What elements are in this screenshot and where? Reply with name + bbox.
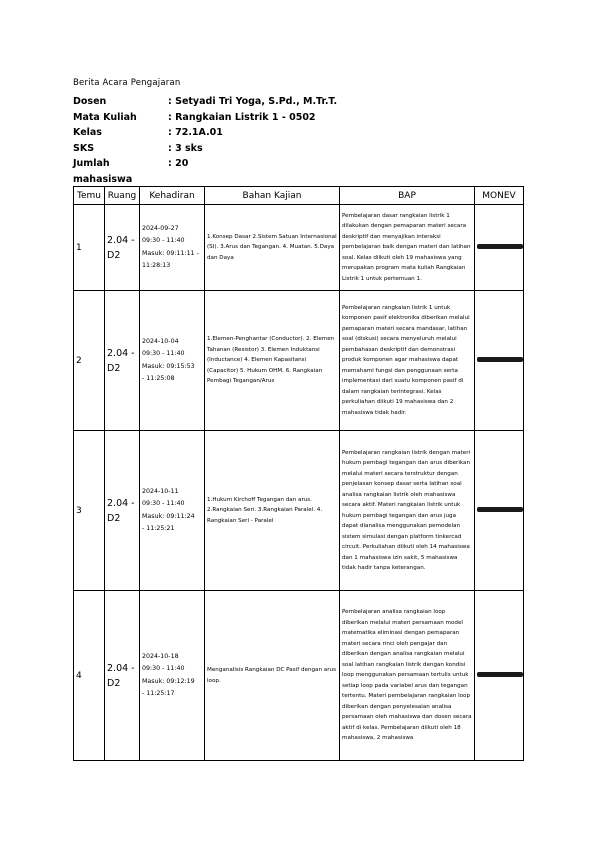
table-row xyxy=(74,591,524,761)
kehadiran-keluar: - 11:25:17 xyxy=(142,690,175,697)
cell-pertemuan: 4 xyxy=(74,591,105,761)
monev-signature xyxy=(477,507,523,512)
kehadiran-time: 09:30 - 11:40 xyxy=(142,665,185,672)
kehadiran-masuk: Masuk: 09:11:11 - xyxy=(142,249,199,257)
header-bahan-kajian: Bahan Kajian xyxy=(205,187,340,205)
kehadiran-time: 09:30 - 11:40 xyxy=(142,237,185,244)
cell-bap: Pembelajaran dasar rangkaian listrik 1 dilakukan dengan pemaparan materi secara deskriptif dan menyajikan interaksi pembelajaran baik dengan materi dan latihan soal. Kelas diikuti oleh 19 mahasiswa yang merupakan program mata kuliah Rangkaian Listrik 1 untuk pertemuan 1. xyxy=(340,205,475,291)
cell-monev xyxy=(475,591,524,761)
info-label: Dosen xyxy=(73,96,107,107)
cell-bap: Pembelajaran rangkaian listrik 1 untuk komponen pasif elektronika diberikan melalui pemaparan materi secara mandasar, latihan soal (diskusi) secara menyeluruh melalui pembahasan deskriptif dan demonstrasi produk komponen agar mahasiswa dapat memahami fungsi dan penggunaan serta implementasi dari suatu komponen pasif di dalam rangkaian terintegrasi. Kelas perkuliahan diikuti 19 mahasiswa dan 2 mahasiswa tidak hadir. xyxy=(340,291,475,431)
info-row-mata-kuliah xyxy=(73,110,337,126)
cell-kehadiran xyxy=(140,431,205,591)
info-label: SKS xyxy=(73,142,95,154)
cell-pertemuan: 2 xyxy=(74,291,105,431)
course-info xyxy=(73,94,338,185)
cell-kehadiran xyxy=(140,205,205,291)
kehadiran-time: 09:30 - 11:40 xyxy=(142,500,185,507)
header-bap: BAP xyxy=(340,187,475,205)
kehadiran-keluar: 11:28:13 xyxy=(142,262,171,269)
cell-ruang: 2.04 - D2 xyxy=(105,431,140,591)
kehadiran-date: 2024-10-04 xyxy=(142,337,179,345)
monev-signature xyxy=(477,357,523,362)
info-label: Kelas xyxy=(73,127,102,138)
kehadiran-masuk: Masuk: 09:11:24 xyxy=(142,512,195,520)
header-monev: MONEV xyxy=(475,187,524,205)
cell-ruang: 2.04 - D2 xyxy=(105,591,140,761)
info-row-sks xyxy=(73,141,337,157)
monev-signature xyxy=(477,244,523,249)
header-ruang: Ruang xyxy=(105,187,140,205)
info-value: : 72.1A.01 xyxy=(168,127,223,138)
cell-ruang: 2.04 - D2 xyxy=(105,205,140,291)
cell-bahan-kajian: 1.Elemen-Penghantar (Conductor). 2. Elemen Tahanan (Resistor) 3. Elemen Induktansi (Inductance) 4. Elemen Kapasitansi (Capacitor) 5. Hukum OHM. 6. Rangkaian Pembagi Tegangan/Arus xyxy=(205,291,340,431)
info-row-dosen xyxy=(73,94,337,110)
info-label: Mata Kuliah xyxy=(73,111,137,123)
kehadiran-date: 2024-09-27 xyxy=(142,224,179,232)
info-label: Jumlah mahasiswa xyxy=(73,158,133,185)
cell-kehadiran xyxy=(140,291,205,431)
cell-monev xyxy=(475,291,524,431)
info-row-jumlah-mahasiswa xyxy=(73,156,337,185)
cell-bap: Pembelajaran analisa rangkaian loop diberikan melalui materi persamaan model matematika eliminasi dengan pemaparan materi secara rinci oleh pengajar dan diberikan dengan analisa rangkaian melalui soal latihan rangkaian listrik dengan kondisi loop menggunakan persamaan tertulis untuk setiap loop pada variabel arus dan tegangan tertentu. Materi pembelajaran rangkaian loop diberikan dengan penyelesaian analisa persamaan oleh mahasiswa dan dosen secara aktif di kelas. Pembelajaran diikuti oleh 18 mahasiswa, 2 mahasiswa xyxy=(340,591,475,761)
bap-table xyxy=(73,186,524,761)
table-header-row xyxy=(74,187,524,205)
cell-kehadiran xyxy=(140,591,205,761)
kehadiran-masuk: Masuk: 09:12:19 xyxy=(142,677,195,685)
cell-ruang: 2.04 - D2 xyxy=(105,291,140,431)
table-row xyxy=(74,431,524,591)
cell-bahan-kajian: Menganalisis Rangkaian DC Pasif dengan arus loop. xyxy=(205,591,340,761)
cell-monev xyxy=(475,205,524,291)
cell-monev xyxy=(475,431,524,591)
table-row xyxy=(74,291,524,431)
cell-pertemuan: 1 xyxy=(74,205,105,291)
cell-bahan-kajian: 1.Konsep Dasar 2.Sistem Satuan Internasional (SI). 3.Arus dan Tegangan. 4. Muatan. 5.Daya dan Daya xyxy=(205,205,340,291)
info-row-kelas xyxy=(73,125,337,141)
info-value: : Setyadi Tri Yoga, S.Pd., M.Tr.T. xyxy=(168,96,338,107)
header-kehadiran: Kehadiran xyxy=(140,187,205,205)
cell-bahan-kajian: 1.Hukum Kirchoff Tegangan dan arus. 2.Rangkaian Seri. 3.Rangkaian Paralel. 4. Rangkaian Seri - Paralel xyxy=(205,431,340,591)
monev-signature xyxy=(477,672,523,677)
cell-pertemuan: 3 xyxy=(74,431,105,591)
kehadiran-keluar: - 11:25:21 xyxy=(142,525,175,532)
kehadiran-date: 2024-10-11 xyxy=(142,487,179,495)
kehadiran-masuk: Masuk: 09:15:53 xyxy=(142,362,195,370)
kehadiran-date: 2024-10-18 xyxy=(142,652,179,660)
info-value: : 20 xyxy=(168,158,189,169)
info-value: : 3 sks xyxy=(168,142,203,154)
kehadiran-time: 09:30 - 11:40 xyxy=(142,350,185,357)
kehadiran-keluar: - 11:25:08 xyxy=(142,375,175,382)
info-value: : Rangkaian Listrik 1 - 0502 xyxy=(168,111,316,123)
document-title: Berita Acara Pengajaran xyxy=(73,78,181,88)
cell-bap: Pembelajaran rangkaian listrik dengan materi hukum pembagi tegangan dan arus diberikan melalui materi secara terstruktur dengan penjelasan konsep dasar serta latihan soal analisa rangkaian listrik oleh mahasiswa secara aktif. Materi rangkaian listrik untuk hukum pembagi tegangan dan arus juga dapat dianalisa menggunakan pemodelan sistem simulasi dengan platform tinkercad circuit. Perkuliahan diikuti oleh 14 mahasiswa dan 1 mahasiswa izin sakit, 5 mahasiswa tidak hadir tanpa keterangan. xyxy=(340,431,475,591)
header-temu: Temu xyxy=(74,187,105,205)
table-row xyxy=(74,205,524,291)
